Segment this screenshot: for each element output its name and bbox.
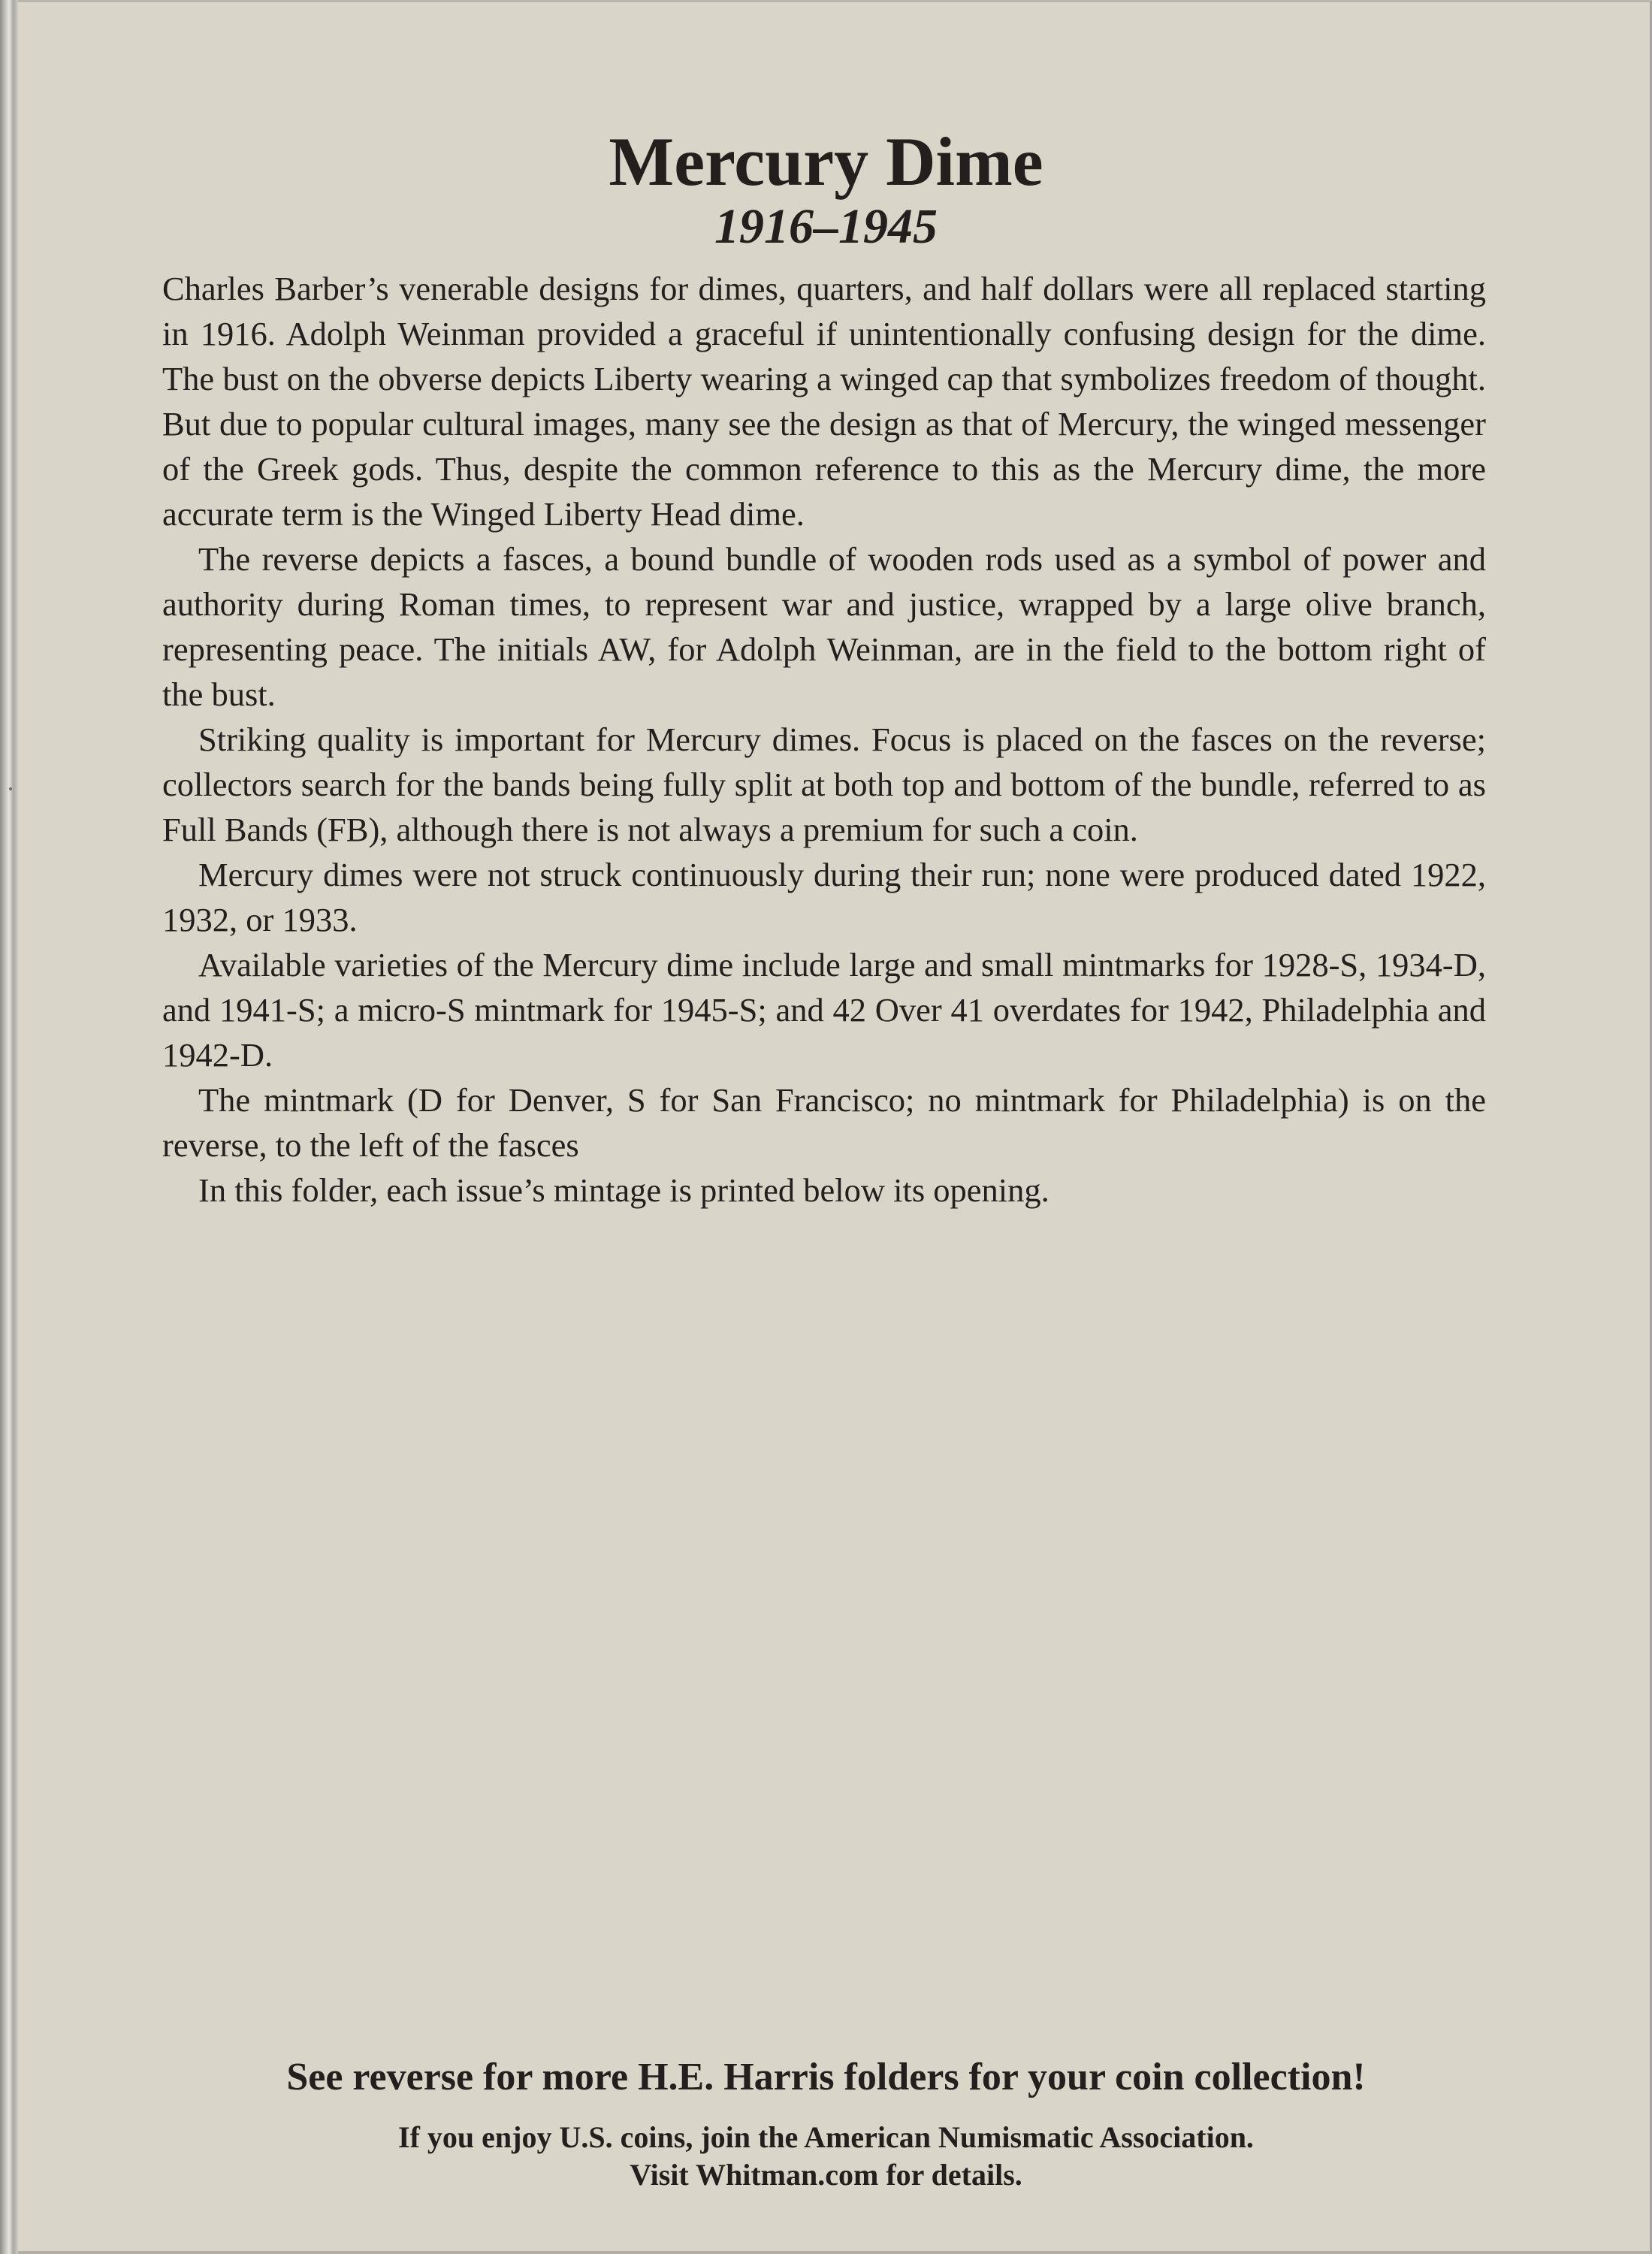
paragraph-design-history: Charles Barber’s venerable designs for dimes, quarters, and half dollars were all replaced starting in 1916. Adolph Weinman provided a graceful if unintentionally confusing design for the dime. The bust on the obverse depicts Liberty wearing a winged cap that symbolizes freedom of thought. But due to popular cultural images, many see the design as that of Mercury, the winged messenger of the Greek gods. Thus, despite the common reference to this as the Mercury dime, the more accurate term is the Winged Liberty Head dime. — [162, 270, 1486, 533]
paragraph-mintmark: The mintmark (D for Denver, S for San Francisco; no mintmark for Philadelphia) is on the reverse, to the left of the fasces — [162, 1081, 1486, 1164]
ana-promo-line-2: Visit Whitman.com for details. — [630, 2158, 1022, 2192]
description-body — [162, 266, 1486, 1213]
paragraph-varieties: Available varieties of the Mercury dime include large and small mintmarks for 1928-S, 1934-D, and 1941-S; a micro-S mintmark for 1945-S; and 42 Over 41 overdates for 1942, Philadelphia and 1942-D. — [162, 946, 1486, 1074]
page-title: Mercury Dime — [609, 123, 1043, 200]
promo-headline: See reverse for more H.E. Harris folders for your coin collection! — [286, 2056, 1366, 2098]
ana-promo — [0, 2119, 1652, 2194]
paragraph-striking-quality: Striking quality is important for Mercury dimes. Focus is placed on the fasces on the reverse; collectors search for the bands being fully split at both top and bottom of the bundle, referred to as Full Bands (FB), although there is not always a premium for such a coin. — [162, 721, 1486, 848]
folder-spine — [0, 0, 18, 2254]
ana-promo-line-1: If you enjoy U.S. coins, join the American Numismatic Association. — [398, 2120, 1254, 2154]
paragraph-reverse-design: The reverse depicts a fasces, a bound bundle of wooden rods used as a symbol of power and authority during Roman times, to represent war and justice, wrapped by a large olive branch, representing peace. The initials AW, for Adolph Weinman, are in the field to the bottom right of the bust. — [162, 540, 1486, 713]
paragraph-missing-dates: Mercury dimes were not struck continuously during their run; none were produced dated 1922, 1932, or 1933. — [162, 856, 1486, 938]
paragraph-mintage-note: In this folder, each issue’s mintage is printed below its opening. — [198, 1171, 1049, 1209]
print-speck — [9, 787, 12, 790]
page-subtitle-years: 1916–1945 — [714, 199, 938, 254]
